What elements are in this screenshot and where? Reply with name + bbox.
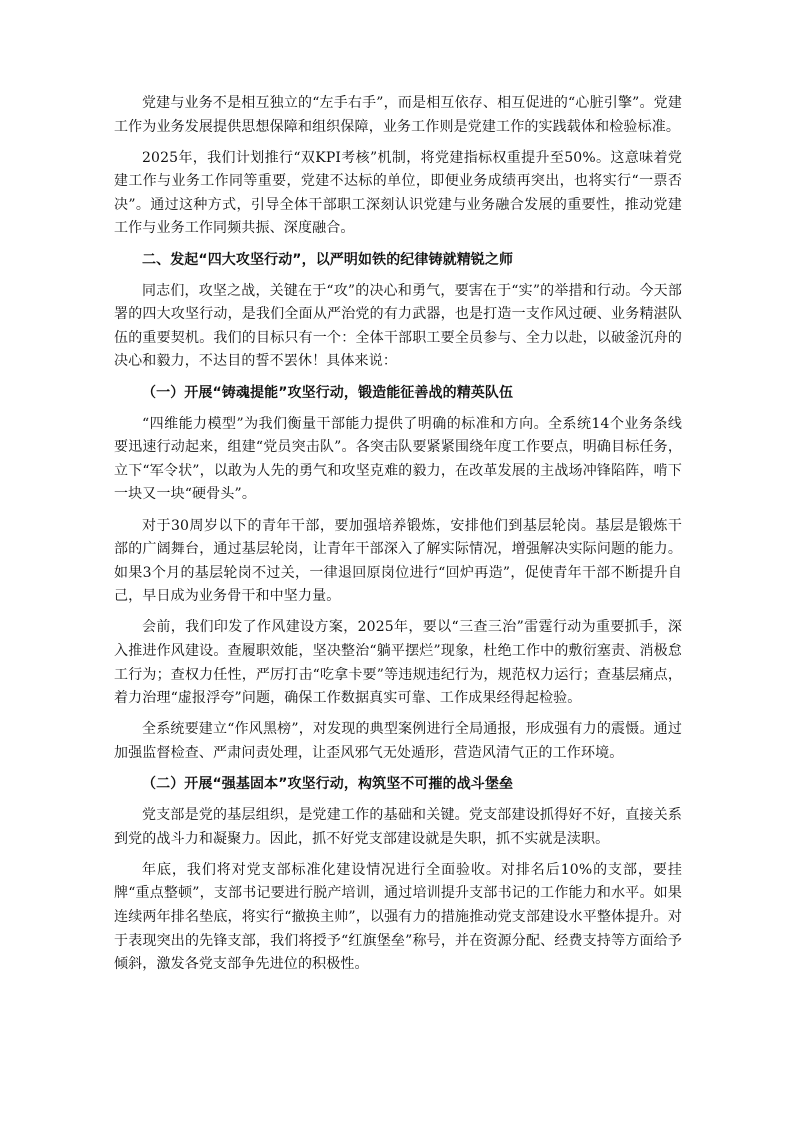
section-heading-four-campaigns: 二、发起“四大攻坚行动”，以严明如铁的纪律铸就精锐之师 <box>142 251 514 268</box>
paragraph-young-cadres: 对于30周岁以下的青年干部，要加强培养锻炼，安排他们到基层轮岗。基层是锻炼干部的广阔舞台，通过基层轮岗，让青年干部深入了解实际情况，增强解决实际问题的能力。如果3个月的基层轮岗不过关，一律退回原岗位进行“回炉再造”，促使青年干部不断提升自己，早日成为业务骨干和中坚力量。 <box>114 517 682 605</box>
paragraph-party-branch: 党支部是党的基层组织，是党建工作的基础和关键。党支部建设抓得好不好，直接关系到党的战斗力和凝聚力。因此，抓不好党支部建设就是失职，抓不实就是渎职。 <box>114 807 682 847</box>
subheading-strengthen-foundation: （二）开展“强基固本”攻坚行动，构筑坚不可摧的战斗堡垒 <box>142 775 514 792</box>
paragraph-work-style: 会前，我们印发了作风建设方案，2025年，要以“三查三治”雷霆行动为重要抓手，深入推进作风建设。查履职效能，坚决整治“躺平摆烂”现象，杜绝工作中的敷衍塞责、消极怠工行为；查权力任性，严厉打击“吃拿卡要”等违规违纪行为，规范权力运行；查基层痛点，着力治理“虚报浮夸”问题，确保工作数据真实可靠、工作成果经得起检验。 <box>114 619 682 707</box>
paragraph-campaign-intro: 同志们，攻坚之战，关键在于“攻”的决心和勇气，要害在于“实”的举措和行动。今天部署的四大攻坚行动，是我们全面从严治党的有力武器，也是打造一支作风过硬、业务精湛队伍的重要契机。我们的目标只有一个：全体干部职工要全员参与、全力以赴，以破釜沉舟的决心和毅力，不达目的誓不罢休！具体来说： <box>114 282 682 370</box>
document-body <box>114 92 682 984</box>
subheading-soul-casting: （一）开展“铸魂提能”攻坚行动，锻造能征善战的精英队伍 <box>142 384 514 401</box>
paragraph-blacklist: 全系统要建立“作风黑榜”，对发现的典型案例进行全局通报，形成强有力的震慑。通过加强监督检查、严肃问责处理，让歪风邪气无处遁形，营造风清气正的工作环境。 <box>114 721 682 761</box>
paragraph-party-business-relation: 党建与业务不是相互独立的“左手右手”，而是相互依存、相互促进的“心脏引擎”。党建工作为业务发展提供思想保障和组织保障，业务工作则是党建工作的实践载体和检验标准。 <box>114 95 682 135</box>
paragraph-dual-kpi: 2025年，我们计划推行“双KPI考核”机制，将党建指标权重提升至50%。这意味着党建工作与业务工作同等重要，党建不达标的单位，即便业务成绩再突出，也将实行“一票否决”。通过这种方式，引导全体干部职工深刻认识党建与业务融合发展的重要性，推动党建工作与业务工作同频共振、深度融合。 <box>114 149 682 237</box>
paragraph-year-end-review: 年底，我们将对党支部标准化建设情况进行全面验收。对排名后10%的支部，要挂牌“重点整顿”，支部书记要进行脱产培训，通过培训提升支部书记的工作能力和水平。如果连续两年排名垫底，将实行“撤换主帅”，以强有力的措施推动党支部建设水平整体提升。对于表现突出的先锋支部，我们将授予“红旗堡垒”称号，并在资源分配、经费支持等方面给予倾斜，激发各党支部争先进位的积极性。 <box>114 861 682 973</box>
paragraph-ability-model: “四维能力模型”为我们衡量干部能力提供了明确的标准和方向。全系统14个业务条线要迅速行动起来，组建“党员突击队”。各突击队要紧紧围绕年度工作要点，明确目标任务，立下“军令状”，以敢为人先的勇气和攻坚克难的毅力，在改革发展的主战场冲锋陷阵，啃下一块又一块“硬骨头”。 <box>114 415 682 503</box>
